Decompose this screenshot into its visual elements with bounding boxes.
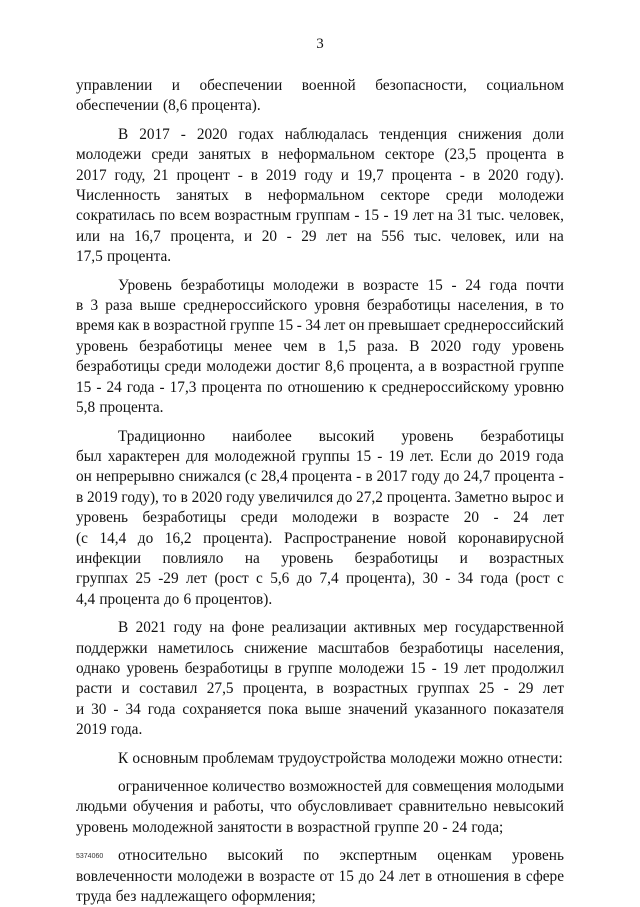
paragraph [76, 846, 564, 907]
text-line: поддержки наметилось снижение масштабов безработицы населения, [76, 639, 564, 657]
document-code: 5374060 [76, 853, 104, 860]
text-line: в 2019 году), то в 2020 году увеличился до 27,2 процента. Заметно вырос и [76, 488, 564, 506]
text-line: инфекции повлияло на уровень безработицы и возрастных [76, 549, 564, 567]
text-line: уровень безработицы среди молодежи в возрасте 20 - 24 лет [76, 509, 564, 527]
text-line: В 2021 году на фоне реализации активных мер государственной [118, 619, 564, 637]
paragraph [76, 749, 564, 769]
text-line: и 30 - 34 года сохраняется пока выше значений указанного показателя [76, 700, 564, 718]
page-number: 3 [316, 36, 324, 52]
text-line: (с 14,4 до 16,2 процента). Распространение новой коронавирусной [76, 529, 564, 547]
paragraph [76, 276, 564, 419]
text-line: группах 25 -29 лет (рост с 5,6 до 7,4 процента), 30 - 34 года (рост с [76, 570, 564, 588]
text-line: Численность занятых в неформальном секторе среди молодежи [76, 187, 564, 205]
text-line: расти и составил 27,5 процента, в возрастных группах 25 - 29 лет [76, 680, 564, 698]
text-line: ограниченное количество возможностей для совмещения молодыми [118, 778, 564, 795]
text-line: в 3 раза выше среднероссийского уровня безработицы населения, в то [76, 297, 564, 315]
text-line: К основным проблемам трудоустройства молодежи можно отнести: [118, 749, 563, 767]
text-line: 15 - 24 года - 17,3 процента по отношению к среднероссийскому уровню [76, 378, 564, 396]
text-line: 4,4 процента до 6 процентов). [76, 590, 273, 608]
text-line: или на 16,7 процента, и 20 - 29 лет на 556 тыс. человек, или на [76, 227, 564, 245]
text-line: Традиционно наиболее высокий уровень безработицы [118, 427, 564, 445]
paragraph [76, 76, 564, 117]
text-line: безработицы среди молодежи достиг 8,6 процента, а в возрастной группе [76, 358, 564, 376]
text-line: относительно высокий по экспертным оценкам уровень [118, 847, 564, 865]
text-line: 2019 года. [76, 721, 143, 739]
text-line: труда без надлежащего оформления; [76, 888, 316, 906]
paragraph [76, 618, 564, 740]
paragraph [76, 125, 564, 268]
text-line: уровень молодежной занятости в возрастной группе 20 - 24 года; [76, 818, 504, 836]
text-line: обеспечении (8,6 процента). [76, 97, 261, 115]
text-line: молодежи среди занятых в неформальном секторе (23,5 процента в [76, 146, 564, 164]
paragraph [76, 427, 564, 611]
text-line: сократилась по всем возрастным группам - 15 - 19 лет на 31 тыс. человек, [76, 207, 564, 225]
text-line: Уровень безработицы молодежи в возрасте 15 - 24 года почти [118, 276, 564, 294]
text-line: вовлеченности молодежи в возрасте от 15 до 24 лет в отношения в сфере [76, 867, 564, 885]
text-line: 17,5 процента. [76, 248, 172, 266]
text-line: время как в возрастной группе 15 - 34 лет он превышает среднероссийский [76, 317, 564, 335]
text-line: В 2017 - 2020 годах наблюдалась тенденция снижения доли [118, 125, 564, 143]
text-line: людьми обучения и работы, что обусловливает сравнительно невысокий [76, 798, 564, 816]
text-line: 5,8 процента. [76, 399, 164, 417]
paragraph [76, 777, 564, 838]
text-line: однако уровень безработицы в группе молодежи 15 - 19 лет продолжил [76, 659, 564, 677]
text-line: управлении и обеспечении военной безопасности, социальном [76, 77, 564, 94]
text-line: уровень безработицы менее чем в 1,5 раза. В 2020 году уровень [76, 337, 564, 355]
text-line: 2017 году, 21 процент - в 2019 году и 19,7 процента - в 2020 году). [76, 166, 564, 184]
document-body [76, 76, 564, 907]
text-line: был характерен для молодежной группы 15 - 19 лет. Если до 2019 года [76, 447, 564, 465]
text-line: он непрерывно снижался (с 28,4 процента - в 2017 году до 24,7 процента - [76, 468, 564, 486]
